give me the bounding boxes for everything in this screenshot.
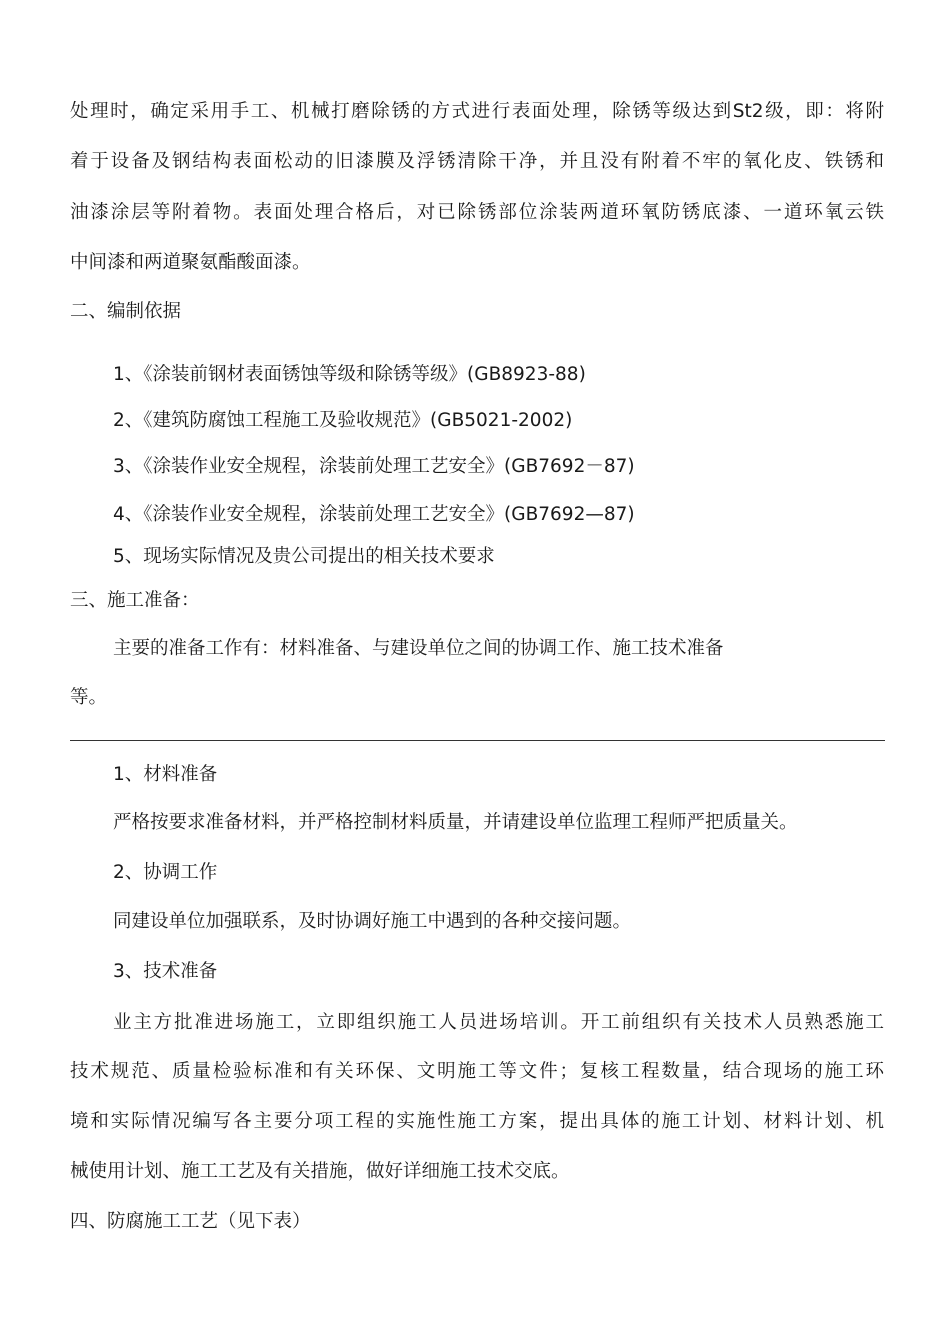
intro-line-3: 油漆涂层等附着物。表面处理合格后，对已除锈部位涂装两道环氧防锈底漆、一道环氧云铁: [70, 202, 884, 223]
reference-item-5: 5、现场实际情况及贵公司提出的相关技术要求: [113, 546, 495, 567]
intro-line-2: 着于设备及钢结构表面松动的旧漆膜及浮锈清除干净，并且没有附着不牢的氧化皮、铁锈和: [70, 151, 884, 172]
technical-text-line-2: 技术规范、质量检验标准和有关环保、文明施工等文件；复核工程数量，结合现场的施工环: [70, 1061, 884, 1082]
reference-item-3: 3、《涂装作业安全规程，涂装前处理工艺安全》(GB7692－87): [113, 456, 635, 477]
section-heading-basis: 二、编制依据: [70, 301, 182, 322]
technical-text-line-3: 境和实际情况编写各主要分项工程的实施性施工方案，提出具体的施工计划、材料计划、机: [70, 1111, 884, 1132]
intro-line-1: 处理时，确定采用手工、机械打磨除锈的方式进行表面处理，除锈等级达到St2级，即：将附: [70, 101, 884, 122]
item-title-coordination: 2、协调工作: [113, 862, 218, 883]
section-heading-process: 四、防腐施工工艺（见下表）: [70, 1211, 311, 1232]
section-heading-preparation: 三、施工准备：: [70, 590, 200, 611]
preparation-intro-line-2: 等。: [70, 687, 108, 708]
page-divider: [70, 740, 885, 741]
item-title-materials: 1、材料准备: [113, 764, 218, 785]
technical-text-line-4: 械使用计划、施工工艺及有关措施，做好详细施工技术交底。: [70, 1161, 570, 1182]
reference-item-4: 4、《涂装作业安全规程，涂装前处理工艺安全》(GB7692—87): [113, 504, 635, 525]
technical-text-line-1: 业主方批准进场施工，立即组织施工人员进场培训。开工前组织有关技术人员熟悉施工: [113, 1012, 884, 1033]
item-text-materials: 严格按要求准备材料，并严格控制材料质量，并请建设单位监理工程师严把质量关。: [113, 812, 798, 833]
preparation-intro-line-1: 主要的准备工作有：材料准备、与建设单位之间的协调工作、施工技术准备: [113, 638, 724, 659]
reference-item-2: 2、《建筑防腐蚀工程施工及验收规范》(GB5021-2002): [113, 410, 573, 431]
intro-line-4: 中间漆和两道聚氨酯酸面漆。: [70, 252, 311, 273]
reference-item-1: 1、《涂装前钢材表面锈蚀等级和除锈等级》(GB8923-88): [113, 364, 586, 385]
item-text-coordination: 同建设单位加强联系，及时协调好施工中遇到的各种交接问题。: [113, 911, 632, 932]
item-title-technical: 3、技术准备: [113, 961, 218, 982]
